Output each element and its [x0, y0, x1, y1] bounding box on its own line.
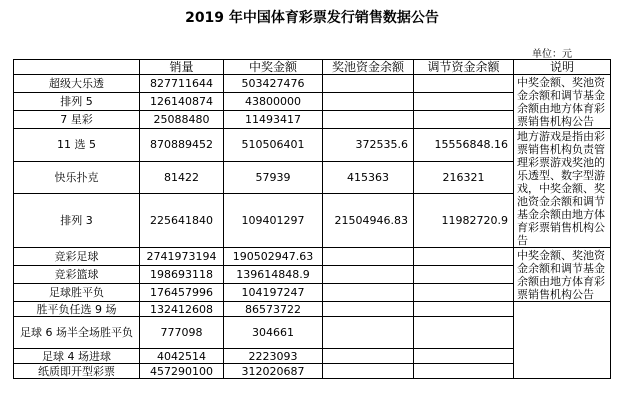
note-cell-1: 中奖金额、奖池资金余额和调节基金余额由地方体育彩票销售机构公告 — [514, 75, 611, 129]
game-name: 足球 4 场进球 — [14, 349, 140, 364]
prize-cell: 503427476 — [224, 75, 323, 93]
sales-cell: 132412608 — [140, 302, 224, 317]
note-cell-3: 中奖金额、奖池资金余额和调节基金余额由地方体育彩票销售机构公告 — [514, 248, 611, 302]
prize-cell: 57939 — [224, 161, 323, 194]
pool-cell — [323, 284, 414, 302]
adjust-cell — [414, 266, 514, 284]
table-row — [14, 129, 611, 162]
pool-cell — [323, 349, 414, 364]
prize-cell: 139614848.9 — [224, 266, 323, 284]
adjust-cell — [414, 302, 514, 317]
game-name: 7 星彩 — [14, 111, 140, 129]
table-row — [14, 302, 611, 317]
prize-cell: 109401297 — [224, 194, 323, 248]
adjust-cell — [414, 248, 514, 266]
prize-cell: 2223093 — [224, 349, 323, 364]
prize-cell: 312020687 — [224, 364, 323, 379]
adjust-cell — [414, 349, 514, 364]
game-name: 纸质即开型彩票 — [14, 364, 140, 379]
header-row — [14, 60, 611, 75]
game-name: 足球 6 场半全场胜平负 — [14, 317, 140, 349]
adjust-cell: 11982720.9 — [414, 194, 514, 248]
game-name: 11 选 5 — [14, 129, 140, 162]
sales-cell: 81422 — [140, 161, 224, 194]
game-name: 足球胜平负 — [14, 284, 140, 302]
adjust-cell — [414, 111, 514, 129]
prize-cell: 11493417 — [224, 111, 323, 129]
sales-cell: 198693118 — [140, 266, 224, 284]
game-name: 竞彩篮球 — [14, 266, 140, 284]
game-name: 胜平负任选 9 场 — [14, 302, 140, 317]
pool-cell: 415363 — [323, 161, 414, 194]
game-name: 排列 5 — [14, 93, 140, 111]
game-name: 排列 3 — [14, 194, 140, 248]
header-game — [14, 60, 140, 75]
header-sales: 销量 — [140, 60, 224, 75]
pool-cell — [323, 75, 414, 93]
sales-cell: 176457996 — [140, 284, 224, 302]
sales-cell: 126140874 — [140, 93, 224, 111]
pool-cell: 21504946.83 — [323, 194, 414, 248]
pool-cell — [323, 111, 414, 129]
sales-cell: 777098 — [140, 317, 224, 349]
sales-data-table — [13, 59, 611, 379]
header-prize: 中奖金额 — [224, 60, 323, 75]
empty-note-cell — [514, 302, 611, 379]
adjust-cell — [414, 93, 514, 111]
prize-cell: 304661 — [224, 317, 323, 349]
prize-cell: 190502947.63 — [224, 248, 323, 266]
header-adjust: 调节资金余额 — [414, 60, 514, 75]
game-name: 竞彩足球 — [14, 248, 140, 266]
sales-cell: 870889452 — [140, 129, 224, 162]
prize-cell: 43800000 — [224, 93, 323, 111]
prize-cell: 86573722 — [224, 302, 323, 317]
unit-label: 单位：元 — [532, 49, 572, 60]
pool-cell — [323, 364, 414, 379]
adjust-cell: 216321 — [414, 161, 514, 194]
sales-cell: 2741973194 — [140, 248, 224, 266]
game-name: 快乐扑克 — [14, 161, 140, 194]
sales-cell: 457290100 — [140, 364, 224, 379]
pool-cell — [323, 93, 414, 111]
sales-cell: 827711644 — [140, 75, 224, 93]
page-title: 2019 年中国体育彩票发行销售数据公告 — [185, 10, 439, 26]
sales-cell: 225641840 — [140, 194, 224, 248]
header-note: 说明 — [514, 60, 611, 75]
adjust-cell: 15556848.16 — [414, 129, 514, 162]
adjust-cell — [414, 284, 514, 302]
table-row — [14, 248, 611, 266]
pool-cell — [323, 317, 414, 349]
pool-cell — [323, 302, 414, 317]
prize-cell: 510506401 — [224, 129, 323, 162]
pool-cell — [323, 248, 414, 266]
prize-cell: 104197247 — [224, 284, 323, 302]
adjust-cell — [414, 75, 514, 93]
header-pool: 奖池资金余额 — [323, 60, 414, 75]
game-name: 超级大乐透 — [14, 75, 140, 93]
note-cell-2: 地方游戏是指由彩票销售机构负责管理彩票游戏奖池的乐透型、数字型游戏，中奖金额、奖池资金余额和调节基金余额由地方体育彩票销售机构公告 — [514, 129, 611, 248]
sales-cell: 25088480 — [140, 111, 224, 129]
table-row — [14, 75, 611, 93]
pool-cell — [323, 266, 414, 284]
pool-cell: 372535.6 — [323, 129, 414, 162]
sales-cell: 4042514 — [140, 349, 224, 364]
adjust-cell — [414, 317, 514, 349]
adjust-cell — [414, 364, 514, 379]
